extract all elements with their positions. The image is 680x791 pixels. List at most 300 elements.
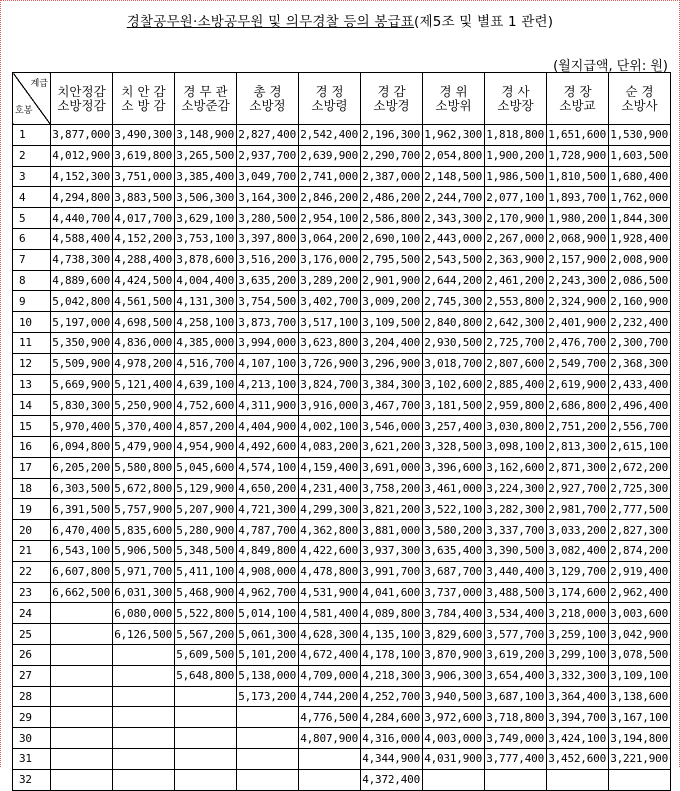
salary-cell: 3,174,600 — [547, 582, 609, 603]
salary-cell: 5,411,100 — [175, 561, 237, 582]
salary-cell: 2,300,700 — [609, 332, 671, 353]
salary-cell: 4,440,700 — [51, 208, 113, 229]
salary-cell — [299, 769, 361, 790]
salary-cell: 5,280,900 — [175, 520, 237, 541]
salary-cell: 4,002,100 — [299, 416, 361, 437]
table-row — [13, 707, 671, 728]
salary-cell: 4,135,100 — [361, 624, 423, 645]
salary-cell: 2,008,900 — [609, 249, 671, 270]
salary-cell: 5,061,300 — [237, 624, 299, 645]
salary-cell: 2,543,500 — [423, 249, 485, 270]
salary-cell: 3,937,300 — [361, 540, 423, 561]
salary-cell: 5,121,400 — [113, 374, 175, 395]
salary-cell: 3,424,100 — [547, 728, 609, 749]
salary-cell: 4,089,800 — [361, 603, 423, 624]
table-row — [13, 312, 671, 333]
table-row — [13, 644, 671, 665]
corner-header — [13, 73, 51, 125]
salary-cell: 5,970,400 — [51, 416, 113, 437]
salary-cell: 4,776,500 — [299, 707, 361, 728]
salary-cell: 3,148,900 — [175, 125, 237, 146]
salary-cell: 4,152,300 — [51, 166, 113, 187]
table-body — [13, 125, 671, 791]
fire-rank-label: 소방경 — [373, 97, 410, 113]
table-row — [13, 665, 671, 686]
salary-cell: 3,883,500 — [113, 187, 175, 208]
salary-cell — [609, 769, 671, 790]
salary-cell: 5,971,700 — [113, 561, 175, 582]
salary-cell: 3,687,100 — [485, 686, 547, 707]
salary-cell — [113, 769, 175, 790]
salary-cell — [113, 728, 175, 749]
step-number: 8 — [13, 270, 51, 291]
step-number: 25 — [13, 624, 51, 645]
table-row — [13, 332, 671, 353]
step-number: 23 — [13, 582, 51, 603]
salary-cell: 3,629,100 — [175, 208, 237, 229]
fire-rank-label: 소방정 — [249, 97, 286, 113]
salary-cell: 4,258,100 — [175, 312, 237, 333]
salary-cell: 1,844,300 — [609, 208, 671, 229]
salary-cell: 3,257,400 — [423, 416, 485, 437]
salary-cell: 1,530,900 — [609, 125, 671, 146]
salary-cell: 4,807,900 — [299, 728, 361, 749]
table-row — [13, 728, 671, 749]
header-row — [13, 73, 671, 125]
salary-cell: 3,821,200 — [361, 499, 423, 520]
salary-cell: 3,516,200 — [237, 249, 299, 270]
salary-cell: 4,385,000 — [175, 332, 237, 353]
salary-cell: 2,243,300 — [547, 270, 609, 291]
salary-cell: 5,138,000 — [237, 665, 299, 686]
salary-cell: 4,299,300 — [299, 499, 361, 520]
salary-cell: 2,686,800 — [547, 395, 609, 416]
salary-cell: 3,082,400 — [547, 540, 609, 561]
salary-cell: 4,284,600 — [361, 707, 423, 728]
table-row — [13, 499, 671, 520]
salary-cell: 3,488,500 — [485, 582, 547, 603]
salary-cell: 4,588,400 — [51, 228, 113, 249]
police-rank-label: 치안정감 — [57, 83, 106, 99]
salary-cell: 2,433,400 — [609, 374, 671, 395]
salary-cell: 1,818,800 — [485, 125, 547, 146]
salary-cell: 1,900,200 — [485, 145, 547, 166]
fire-rank-label: 소방준감 — [181, 97, 230, 113]
table-row — [13, 769, 671, 790]
salary-cell: 5,129,900 — [175, 478, 237, 499]
column-header — [299, 73, 361, 125]
table-row — [13, 478, 671, 499]
salary-cell: 3,991,700 — [361, 561, 423, 582]
salary-cell: 5,207,900 — [175, 499, 237, 520]
salary-cell: 2,962,400 — [609, 582, 671, 603]
table-row — [13, 582, 671, 603]
step-number: 32 — [13, 769, 51, 790]
salary-cell: 5,567,200 — [175, 624, 237, 645]
salary-cell: 4,422,600 — [299, 540, 361, 561]
salary-cell: 4,478,800 — [299, 561, 361, 582]
salary-cell: 3,784,400 — [423, 603, 485, 624]
step-number: 10 — [13, 312, 51, 333]
table-row — [13, 125, 671, 146]
salary-cell: 2,644,200 — [423, 270, 485, 291]
step-number: 13 — [13, 374, 51, 395]
salary-cell: 2,672,200 — [609, 457, 671, 478]
salary-cell: 4,159,400 — [299, 457, 361, 478]
step-number: 27 — [13, 665, 51, 686]
step-number: 24 — [13, 603, 51, 624]
salary-cell: 3,506,300 — [175, 187, 237, 208]
salary-cell: 4,372,400 — [361, 769, 423, 790]
salary-cell: 6,094,800 — [51, 436, 113, 457]
table-row — [13, 624, 671, 645]
salary-cell — [113, 748, 175, 769]
salary-cell: 3,033,200 — [547, 520, 609, 541]
salary-cell: 5,173,200 — [237, 686, 299, 707]
salary-cell: 2,777,500 — [609, 499, 671, 520]
salary-cell: 3,396,600 — [423, 457, 485, 478]
salary-cell: 2,556,700 — [609, 416, 671, 437]
salary-cell: 4,017,700 — [113, 208, 175, 229]
salary-cell: 5,906,500 — [113, 540, 175, 561]
salary-cell: 6,303,500 — [51, 478, 113, 499]
fire-rank-label: 소방교 — [559, 97, 596, 113]
salary-cell — [113, 707, 175, 728]
salary-cell: 4,531,900 — [299, 582, 361, 603]
salary-cell: 4,752,600 — [175, 395, 237, 416]
salary-cell: 2,871,300 — [547, 457, 609, 478]
salary-cell: 4,213,100 — [237, 374, 299, 395]
salary-cell: 4,672,400 — [299, 644, 361, 665]
table-row — [13, 145, 671, 166]
step-number: 16 — [13, 436, 51, 457]
salary-cell: 3,737,000 — [423, 582, 485, 603]
salary-cell: 3,194,800 — [609, 728, 671, 749]
table-row — [13, 603, 671, 624]
salary-cell — [485, 769, 547, 790]
salary-cell: 1,893,700 — [547, 187, 609, 208]
salary-cell — [113, 644, 175, 665]
salary-cell: 2,476,700 — [547, 332, 609, 353]
salary-cell: 1,810,500 — [547, 166, 609, 187]
salary-cell: 2,290,700 — [361, 145, 423, 166]
title-reference: (제5조 및 별표 1 관련) — [414, 14, 554, 30]
salary-cell: 3,467,700 — [361, 395, 423, 416]
table-row — [13, 395, 671, 416]
salary-cell: 1,928,400 — [609, 228, 671, 249]
salary-cell: 2,846,200 — [299, 187, 361, 208]
salary-cell: 6,205,200 — [51, 457, 113, 478]
salary-cell: 3,517,100 — [299, 312, 361, 333]
police-rank-label: 경 위 — [439, 83, 468, 99]
table-row — [13, 436, 671, 457]
salary-cell: 1,986,500 — [485, 166, 547, 187]
salary-cell: 3,098,100 — [485, 436, 547, 457]
column-header — [175, 73, 237, 125]
salary-cell: 2,343,300 — [423, 208, 485, 229]
salary-cell: 1,980,200 — [547, 208, 609, 229]
police-rank-label: 경 감 — [377, 83, 406, 99]
step-number: 29 — [13, 707, 51, 728]
salary-cell — [237, 748, 299, 769]
salary-cell: 3,265,500 — [175, 145, 237, 166]
salary-cell: 2,542,400 — [299, 125, 361, 146]
salary-cell: 1,651,600 — [547, 125, 609, 146]
title-main: 경찰공무원·소방공무원 및 의무경찰 등의 봉급표 — [126, 14, 415, 30]
salary-cell: 2,807,600 — [485, 353, 547, 374]
step-number: 4 — [13, 187, 51, 208]
step-number: 14 — [13, 395, 51, 416]
salary-cell: 3,754,500 — [237, 291, 299, 312]
salary-cell — [51, 769, 113, 790]
step-number: 2 — [13, 145, 51, 166]
salary-cell: 2,981,700 — [547, 499, 609, 520]
salary-cell: 4,004,400 — [175, 270, 237, 291]
salary-cell: 3,873,700 — [237, 312, 299, 333]
salary-cell: 4,709,000 — [299, 665, 361, 686]
salary-cell — [51, 603, 113, 624]
salary-cell: 3,296,900 — [361, 353, 423, 374]
step-number: 9 — [13, 291, 51, 312]
salary-cell: 1,962,300 — [423, 125, 485, 146]
salary-cell: 3,384,300 — [361, 374, 423, 395]
salary-cell: 1,603,500 — [609, 145, 671, 166]
salary-cell: 3,009,200 — [361, 291, 423, 312]
salary-cell: 4,012,900 — [51, 145, 113, 166]
salary-cell: 4,787,700 — [237, 520, 299, 541]
step-number: 19 — [13, 499, 51, 520]
salary-cell: 4,131,300 — [175, 291, 237, 312]
salary-cell: 2,795,500 — [361, 249, 423, 270]
salary-cell: 6,391,500 — [51, 499, 113, 520]
salary-cell: 5,580,800 — [113, 457, 175, 478]
salary-cell: 3,546,000 — [361, 416, 423, 437]
salary-cell: 3,332,300 — [547, 665, 609, 686]
salary-cell: 2,927,700 — [547, 478, 609, 499]
salary-cell: 3,878,600 — [175, 249, 237, 270]
salary-cell: 2,054,800 — [423, 145, 485, 166]
column-header — [485, 73, 547, 125]
step-number: 3 — [13, 166, 51, 187]
salary-cell: 6,607,800 — [51, 561, 113, 582]
salary-cell: 4,231,400 — [299, 478, 361, 499]
salary-cell — [175, 707, 237, 728]
salary-cell: 3,138,600 — [609, 686, 671, 707]
table-row — [13, 416, 671, 437]
salary-cell: 3,064,200 — [299, 228, 361, 249]
fire-rank-label: 소방정감 — [57, 97, 106, 113]
salary-cell: 2,885,400 — [485, 374, 547, 395]
salary-cell: 5,672,800 — [113, 478, 175, 499]
salary-cell: 2,232,400 — [609, 312, 671, 333]
salary-cell — [423, 769, 485, 790]
salary-cell: 2,639,900 — [299, 145, 361, 166]
table-row — [13, 520, 671, 541]
salary-cell: 3,385,400 — [175, 166, 237, 187]
salary-cell: 6,662,500 — [51, 582, 113, 603]
salary-cell: 5,350,900 — [51, 332, 113, 353]
column-header — [51, 73, 113, 125]
step-number: 6 — [13, 228, 51, 249]
salary-cell: 3,619,800 — [113, 145, 175, 166]
salary-cell: 4,849,800 — [237, 540, 299, 561]
police-rank-label: 경 사 — [501, 83, 530, 99]
salary-cell: 3,003,600 — [609, 603, 671, 624]
salary-cell — [51, 624, 113, 645]
salary-table — [12, 72, 671, 791]
salary-cell: 2,387,000 — [361, 166, 423, 187]
salary-cell: 3,619,200 — [485, 644, 547, 665]
salary-cell: 3,181,500 — [423, 395, 485, 416]
salary-cell — [547, 769, 609, 790]
salary-cell: 2,751,200 — [547, 416, 609, 437]
salary-cell: 3,109,100 — [609, 665, 671, 686]
salary-cell: 4,252,700 — [361, 686, 423, 707]
salary-cell — [237, 769, 299, 790]
salary-cell — [51, 644, 113, 665]
police-rank-label: 경 무 관 — [183, 83, 228, 99]
table-row — [13, 270, 671, 291]
salary-cell: 4,962,700 — [237, 582, 299, 603]
salary-cell: 2,368,300 — [609, 353, 671, 374]
salary-cell: 6,126,500 — [113, 624, 175, 645]
salary-cell: 4,738,300 — [51, 249, 113, 270]
salary-cell: 5,479,900 — [113, 436, 175, 457]
salary-cell: 3,687,700 — [423, 561, 485, 582]
document-title — [0, 10, 680, 30]
salary-cell: 5,197,000 — [51, 312, 113, 333]
salary-cell: 2,196,300 — [361, 125, 423, 146]
salary-cell: 3,337,700 — [485, 520, 547, 541]
salary-cell: 3,621,200 — [361, 436, 423, 457]
salary-cell: 3,109,500 — [361, 312, 423, 333]
column-header — [423, 73, 485, 125]
salary-cell: 2,586,800 — [361, 208, 423, 229]
salary-cell: 3,018,700 — [423, 353, 485, 374]
salary-cell: 2,919,400 — [609, 561, 671, 582]
salary-cell: 4,836,000 — [113, 332, 175, 353]
police-rank-label: 치 안 감 — [121, 83, 166, 99]
step-number: 17 — [13, 457, 51, 478]
salary-cell: 3,289,200 — [299, 270, 361, 291]
step-number: 21 — [13, 540, 51, 561]
salary-cell: 4,344,900 — [361, 748, 423, 769]
salary-cell: 3,522,100 — [423, 499, 485, 520]
salary-cell: 4,178,100 — [361, 644, 423, 665]
salary-cell: 3,753,100 — [175, 228, 237, 249]
salary-cell: 3,204,400 — [361, 332, 423, 353]
salary-cell: 2,827,400 — [237, 125, 299, 146]
step-number: 1 — [13, 125, 51, 146]
salary-cell: 5,370,400 — [113, 416, 175, 437]
salary-cell: 3,906,300 — [423, 665, 485, 686]
table-row — [13, 208, 671, 229]
salary-cell: 2,486,200 — [361, 187, 423, 208]
salary-cell: 4,492,600 — [237, 436, 299, 457]
salary-cell: 5,669,900 — [51, 374, 113, 395]
salary-cell: 5,757,900 — [113, 499, 175, 520]
table-row — [13, 166, 671, 187]
salary-cell: 4,041,600 — [361, 582, 423, 603]
salary-cell: 3,042,900 — [609, 624, 671, 645]
salary-cell: 2,619,900 — [547, 374, 609, 395]
salary-cell: 3,870,900 — [423, 644, 485, 665]
salary-cell: 3,635,400 — [423, 540, 485, 561]
salary-cell: 6,470,400 — [51, 520, 113, 541]
salary-cell: 3,829,600 — [423, 624, 485, 645]
salary-cell: 2,745,300 — [423, 291, 485, 312]
salary-cell: 3,167,100 — [609, 707, 671, 728]
salary-cell: 3,397,800 — [237, 228, 299, 249]
salary-cell: 2,461,200 — [485, 270, 547, 291]
column-header — [609, 73, 671, 125]
salary-cell: 4,031,900 — [423, 748, 485, 769]
salary-cell — [175, 686, 237, 707]
salary-cell: 5,348,500 — [175, 540, 237, 561]
salary-cell: 4,650,200 — [237, 478, 299, 499]
salary-cell: 5,468,900 — [175, 582, 237, 603]
salary-cell: 2,160,900 — [609, 291, 671, 312]
salary-cell: 2,363,900 — [485, 249, 547, 270]
salary-cell — [51, 748, 113, 769]
salary-cell: 5,042,800 — [51, 291, 113, 312]
salary-cell: 3,994,000 — [237, 332, 299, 353]
salary-cell: 2,615,100 — [609, 436, 671, 457]
table-row — [13, 457, 671, 478]
salary-cell: 3,259,100 — [547, 624, 609, 645]
salary-cell — [51, 686, 113, 707]
salary-cell: 3,691,000 — [361, 457, 423, 478]
salary-cell: 5,014,100 — [237, 603, 299, 624]
salary-cell: 2,725,700 — [485, 332, 547, 353]
salary-cell: 4,721,300 — [237, 499, 299, 520]
step-number: 5 — [13, 208, 51, 229]
step-number: 31 — [13, 748, 51, 769]
step-number: 22 — [13, 561, 51, 582]
salary-cell — [113, 686, 175, 707]
salary-cell: 3,623,800 — [299, 332, 361, 353]
salary-cell: 4,978,200 — [113, 353, 175, 374]
salary-cell: 4,218,300 — [361, 665, 423, 686]
step-number: 30 — [13, 728, 51, 749]
salary-cell: 3,940,500 — [423, 686, 485, 707]
police-rank-label: 경 장 — [563, 83, 592, 99]
table-row — [13, 291, 671, 312]
step-number: 7 — [13, 249, 51, 270]
fire-rank-label: 소방령 — [311, 97, 348, 113]
salary-cell: 2,725,300 — [609, 478, 671, 499]
unit-note: (월지급액, 단위: 원) — [553, 59, 668, 74]
salary-cell: 3,654,400 — [485, 665, 547, 686]
salary-cell: 3,877,000 — [51, 125, 113, 146]
salary-cell: 3,824,700 — [299, 374, 361, 395]
salary-cell: 5,835,600 — [113, 520, 175, 541]
police-rank-label: 순 경 — [625, 83, 654, 99]
column-header — [547, 73, 609, 125]
salary-cell: 4,316,000 — [361, 728, 423, 749]
salary-cell: 3,078,500 — [609, 644, 671, 665]
salary-cell: 4,561,500 — [113, 291, 175, 312]
salary-cell: 2,443,000 — [423, 228, 485, 249]
salary-cell: 2,959,800 — [485, 395, 547, 416]
fire-rank-label: 소방장 — [497, 97, 534, 113]
salary-cell: 3,534,400 — [485, 603, 547, 624]
salary-cell: 3,726,900 — [299, 353, 361, 374]
salary-cell: 3,916,000 — [299, 395, 361, 416]
salary-cell: 6,080,000 — [113, 603, 175, 624]
salary-cell: 3,129,700 — [547, 561, 609, 582]
salary-cell: 3,390,500 — [485, 540, 547, 561]
